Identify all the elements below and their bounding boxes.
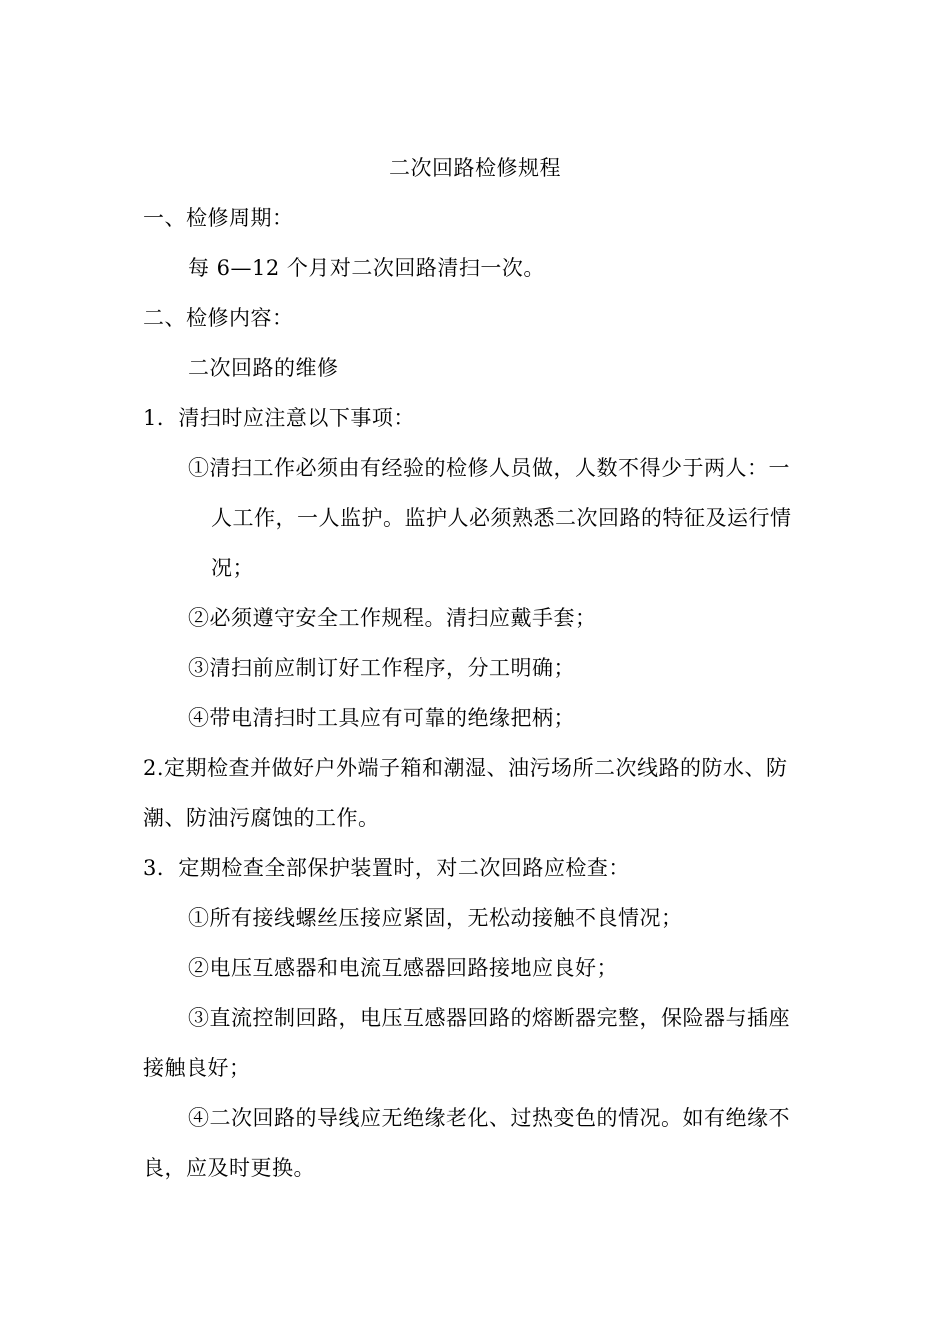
- item-1-sub-2: ②必须遵守安全工作规程。清扫应戴手套；: [188, 606, 597, 630]
- item-3-sub-3-line-2: 接触良好；: [143, 1056, 251, 1080]
- subheading-maintenance: 二次回路的维修: [188, 356, 339, 380]
- item-1-heading: 1．清扫时应注意以下事项：: [143, 406, 415, 430]
- item-1-sub-1-line-2: 人工作，一人监护。监护人必须熟悉二次回路的特征及运行情: [211, 506, 792, 530]
- item-1-sub-4: ④带电清扫时工具应有可靠的绝缘把柄；: [188, 706, 575, 730]
- item-3-sub-4-line-2: 良，应及时更换。: [143, 1156, 315, 1180]
- item-3-sub-4-line-1: ④二次回路的导线应无绝缘老化、过热变色的情况。如有绝缘不: [188, 1106, 790, 1130]
- item-3-sub-1: ①所有接线螺丝压接应紧固，无松动接触不良情况；: [188, 906, 683, 930]
- section-heading-cycle: 一、检修周期：: [143, 206, 294, 230]
- item-1-sub-1-line-3: 况；: [211, 556, 254, 580]
- document-title: 二次回路检修规程: [389, 156, 561, 180]
- item-2-line-1: 2.定期检查并做好户外端子箱和潮湿、油污场所二次线路的防水、防: [143, 756, 788, 780]
- item-3-sub-2: ②电压互感器和电流互感器回路接地应良好；: [188, 956, 618, 980]
- item-1-sub-1-line-1: ①清扫工作必须由有经验的检修人员做，人数不得少于两人：一: [188, 456, 790, 480]
- section-heading-content: 二、检修内容：: [143, 306, 294, 330]
- paragraph-cycle: 每 6—12 个月对二次回路清扫一次。: [188, 256, 545, 280]
- item-3-heading: 3．定期检查全部保护装置时，对二次回路应检查：: [143, 856, 630, 880]
- item-3-sub-3-line-1: ③直流控制回路，电压互感器回路的熔断器完整，保险器与插座: [188, 1006, 790, 1030]
- item-2-line-2: 潮、防油污腐蚀的工作。: [143, 806, 380, 830]
- item-1-sub-3: ③清扫前应制订好工作程序，分工明确；: [188, 656, 575, 680]
